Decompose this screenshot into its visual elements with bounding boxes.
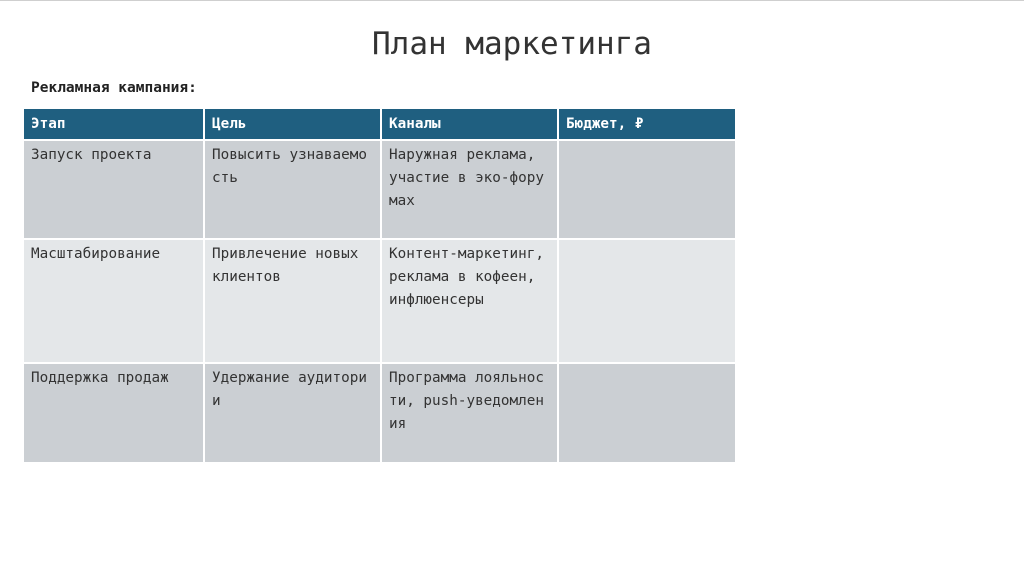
cell-channels: Наружная реклама, участие в эко-форумах xyxy=(381,140,558,239)
table-row xyxy=(23,363,736,463)
header-channels: Каналы xyxy=(381,108,558,140)
cell-budget xyxy=(558,239,736,363)
cell-stage: Масштабирование xyxy=(23,239,204,363)
cell-budget xyxy=(558,140,736,239)
marketing-plan-table xyxy=(22,107,737,464)
section-subtitle: Рекламная кампания: xyxy=(31,80,197,96)
cell-channels: Программа лояльности, push-уведомления xyxy=(381,363,558,463)
cell-budget xyxy=(558,363,736,463)
table-header-row xyxy=(23,108,736,140)
slide-title: План маркетинга xyxy=(372,26,652,62)
cell-stage: Поддержка продаж xyxy=(23,363,204,463)
table-row xyxy=(23,140,736,239)
cell-channels: Контент-маркетинг, реклама в кофеен, инфлюенсеры xyxy=(381,239,558,363)
table-row xyxy=(23,239,736,363)
header-goal: Цель xyxy=(204,108,381,140)
cell-goal: Повысить узнаваемость xyxy=(204,140,381,239)
cell-goal: Удержание аудитории xyxy=(204,363,381,463)
header-budget: Бюджет, ₽ xyxy=(558,108,736,140)
top-divider xyxy=(0,0,1024,1)
header-stage: Этап xyxy=(23,108,204,140)
cell-stage: Запуск проекта xyxy=(23,140,204,239)
cell-goal: Привлечение новых клиентов xyxy=(204,239,381,363)
